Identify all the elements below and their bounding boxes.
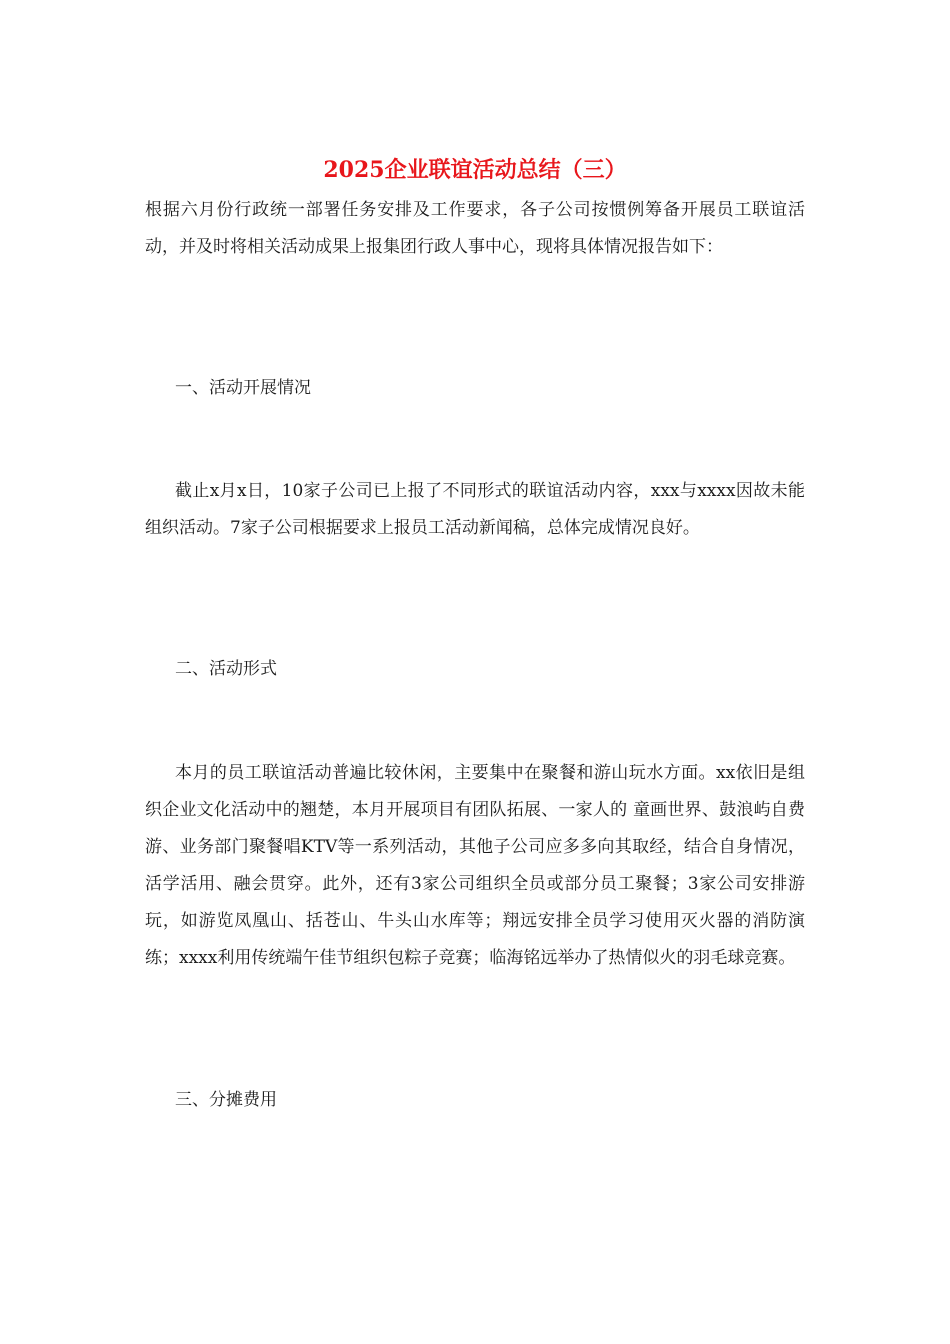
document-title: 2025企业联谊活动总结（三） — [323, 157, 627, 183]
section-heading-activity-status: 一、活动开展情况 — [175, 378, 311, 398]
section-heading-cost-sharing: 三、分摊费用 — [175, 1090, 277, 1110]
intro-paragraph: 根据六月份行政统一部署任务安排及工作要求，各子公司按惯例筹备开展员工联谊活动，并及时将相关活动成果上报集团行政人事中心，现将具体情况报告如下： — [145, 200, 805, 257]
section-body-activity-status: 截止x月x日，10家子公司已上报了不同形式的联谊活动内容，xxx与xxxx因故未能组织活动。7家子公司根据要求上报员工活动新闻稿，总体完成情况良好。 — [145, 481, 805, 538]
section-heading-activity-form: 二、活动形式 — [175, 659, 277, 679]
section-body-activity-form: 本月的员工联谊活动普遍比较休闲，主要集中在聚餐和游山玩水方面。xx依旧是组织企业文化活动中的翘楚，本月开展项目有团队拓展、一家人的 童画世界、鼓浪屿自费游、业务部门聚餐唱KTV等一系列活动，其他子公司应多多向其取经，结合自身情况，活学活用、融会贯穿。此外，还有3家公司组织全员或部分员工聚餐；3家公司安排游玩，如游览凤凰山、括苍山、牛头山水库等；翔远安排全员学习使用灭火器的消防演练；xxxx利用传统端午佳节组织包粽子竞赛；临海铭远举办了热情似火的羽毛球竞赛。 — [145, 763, 805, 968]
